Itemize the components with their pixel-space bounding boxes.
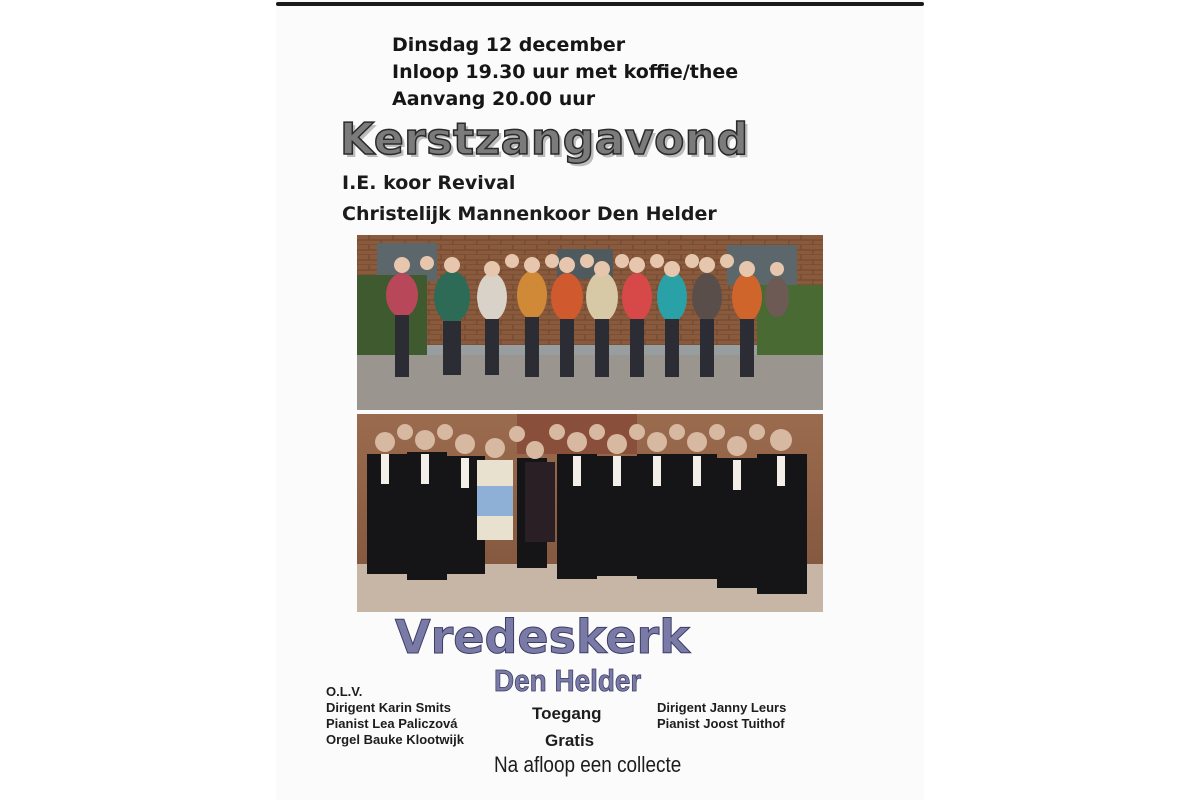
top-border	[276, 2, 924, 6]
credit-pianist-left: Pianist Lea Paliczová	[326, 716, 458, 731]
choir-1: I.E. koor Revival	[342, 172, 516, 194]
choir-photo-mannenkoor	[357, 414, 823, 612]
admission-label: Toegang	[532, 704, 602, 723]
credits-heading: O.L.V.	[326, 684, 363, 699]
credit-pianist-right: Pianist Joost Tuithof	[657, 716, 785, 731]
credit-organ: Orgel Bauke Klootwijk	[326, 732, 464, 747]
admission-value: Gratis	[545, 731, 595, 750]
credit-conductor-right: Dirigent Janny Leurs	[657, 700, 787, 715]
event-walk-in: Inloop 19.30 uur met koffie/thee	[392, 61, 739, 83]
event-start: Aanvang 20.00 uur	[392, 88, 596, 110]
venue-name: Vredeskerk	[395, 610, 690, 664]
venue-city: Den Helder	[494, 663, 642, 698]
choir-2: Christelijk Mannenkoor Den Helder	[342, 203, 717, 225]
event-date: Dinsdag 12 december	[392, 34, 626, 56]
choir-photo-revival	[357, 235, 823, 410]
poster-title: Kerstzangavond	[340, 114, 749, 165]
closing-note: Na afloop een collecte	[494, 752, 682, 777]
credit-conductor-left: Dirigent Karin Smits	[326, 700, 451, 715]
